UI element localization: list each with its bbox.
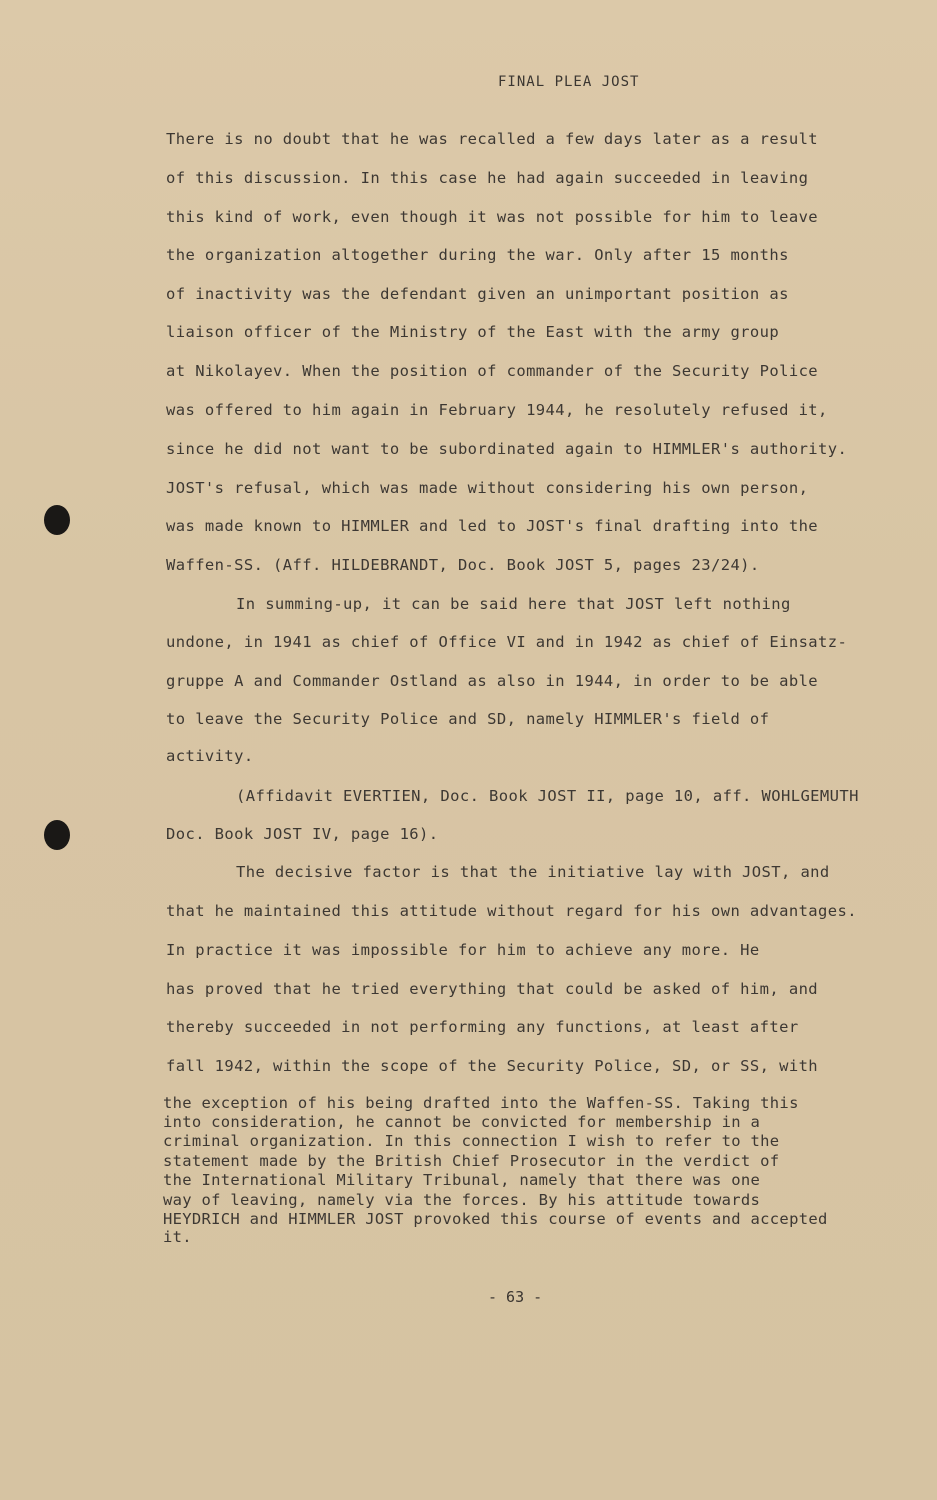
text-line: The decisive factor is that the initiative lay with JOST, and — [236, 863, 830, 881]
text-line: (Affidavit EVERTIEN, Doc. Book JOST II, page 10, aff. WOHLGEMUTH — [236, 787, 859, 805]
text-line: way of leaving, namely via the forces. By his attitude towards — [163, 1191, 761, 1209]
text-line: liaison officer of the Ministry of the East with the army group — [166, 323, 780, 341]
text-line: the International Military Tribunal, namely that there was one — [163, 1171, 761, 1189]
text-line: In summing-up, it can be said here that JOST left nothing — [236, 595, 791, 613]
punch-hole-bottom — [44, 820, 70, 850]
text-line: since he did not want to be subordinated again to HIMMLER's authority. — [166, 440, 848, 458]
text-line: the organization altogether during the war. Only after 15 months — [166, 246, 789, 264]
text-line: thereby succeeded in not performing any functions, at least after — [166, 1018, 799, 1036]
text-line: gruppe A and Commander Ostland as also in 1944, in order to be able — [166, 672, 819, 690]
text-line: Waffen-SS. (Aff. HILDEBRANDT, Doc. Book JOST 5, pages 23/24). — [166, 556, 760, 574]
text-line: undone, in 1941 as chief of Office VI and in 1942 as chief of Einsatz- — [166, 633, 848, 651]
text-line: into consideration, he cannot be convicted for membership in a — [163, 1113, 761, 1131]
text-line: There is no doubt that he was recalled a few days later as a result — [166, 130, 819, 148]
text-line: of inactivity was the defendant given an unimportant position as — [166, 285, 789, 303]
text-line: of this discussion. In this case he had again succeeded in leaving — [166, 169, 809, 187]
text-line: the exception of his being drafted into the Waffen-SS. Taking this — [163, 1094, 799, 1112]
text-line: it. — [163, 1228, 192, 1246]
text-line: fall 1942, within the scope of the Security Police, SD, or SS, with — [166, 1057, 819, 1075]
text-line: HEYDRICH and HIMMLER JOST provoked this course of events and accepted — [163, 1210, 828, 1228]
page-header: FINAL PLEA JOST — [498, 74, 640, 90]
text-line: this kind of work, even though it was not possible for him to leave — [166, 208, 819, 226]
text-line: was offered to him again in February 1944, he resolutely refused it, — [166, 401, 828, 419]
page-number: - 63 - — [488, 1288, 543, 1306]
text-line: has proved that he tried everything that could be asked of him, and — [166, 980, 819, 998]
punch-hole-top — [44, 505, 70, 535]
text-line: JOST's refusal, which was made without considering his own person, — [166, 479, 809, 497]
text-line: In practice it was impossible for him to achieve any more. He — [166, 941, 760, 959]
text-line: statement made by the British Chief Prosecutor in the verdict of — [163, 1152, 780, 1170]
text-line: Doc. Book JOST IV, page 16). — [166, 825, 439, 843]
text-line: criminal organization. In this connection I wish to refer to the — [163, 1132, 780, 1150]
text-line: at Nikolayev. When the position of commander of the Security Police — [166, 362, 819, 380]
text-line: activity. — [166, 747, 254, 765]
text-line: was made known to HIMMLER and led to JOST's final drafting into the — [166, 517, 819, 535]
text-line: that he maintained this attitude without regard for his own advantages. — [166, 902, 857, 920]
text-line: to leave the Security Police and SD, namely HIMMLER's field of — [166, 710, 770, 728]
